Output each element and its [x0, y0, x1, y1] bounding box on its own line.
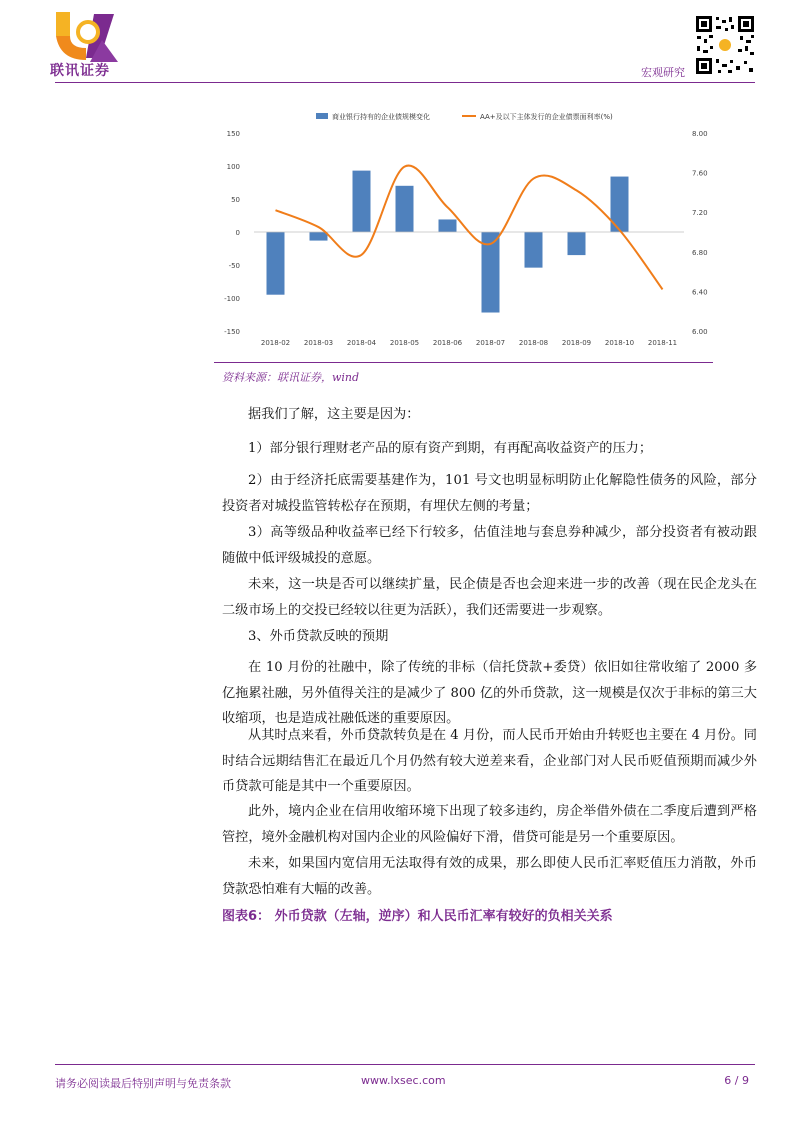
paragraph: 此外，境内企业在信用收缩环境下出现了较多违约，房企举借外债在二季度后遭到严格管控，境外金融机构对国内企业的风险偏好下滑，借贷可能是另一个重要原因。 [222, 804, 757, 845]
bar [525, 232, 543, 268]
footer-url[interactable]: www.lxsec.com [361, 1074, 446, 1087]
paragraph: 在 10 月份的社融中，除了传统的非标（信托贷款+委贷）依旧如往常收缩了 2000 多亿拖累社融，另外值得关注的是减少了 800 亿的外币贷款，这一规模是仅次于非标的第三大收缩项，也是造成社融低迷的重要原因。 [222, 660, 757, 726]
right-tick-label: 7.60 [692, 169, 708, 178]
left-tick-label: 0 [235, 229, 240, 237]
x-tick-label: 2018-04 [346, 339, 377, 347]
section-heading: 3、外币贷款反映的预期 [248, 629, 389, 644]
bar [568, 232, 586, 255]
chart-divider [214, 362, 713, 363]
left-tick-label: -100 [224, 295, 240, 303]
bar [396, 186, 414, 232]
chart-svg [214, 105, 714, 360]
bar [267, 232, 285, 295]
paragraph: 3）高等级品种收益率已经下行较多，估值洼地与套息券种减少，部分投资者有被动跟随做中低评级城投的意愿。 [222, 525, 757, 566]
x-tick-label: 2018-07 [475, 339, 506, 347]
logo-wordmark: 联讯证券 [50, 63, 110, 79]
bond-chart [214, 105, 714, 360]
chart-source: 资料来源：联讯证券，wind [222, 371, 360, 384]
left-tick-label: 150 [226, 130, 240, 138]
legend-bar-swatch [316, 113, 328, 119]
paragraph: 未来，这一块是否可以继续扩量，民企债是否也会迎来进一步的改善（现在民企龙头在二级市场上的交投已经较以往更为活跃），我们还需要进一步观察。 [222, 577, 757, 618]
left-tick-label: -150 [224, 328, 240, 336]
paragraph: 从其时点来看，外币贷款转负是在 4 月份，而人民币开始由升转贬也主要在 4 月份。同时结合远期结售汇在最近几个月仍然有较大逆差来看，企业部门对人民币贬值预期而减少外币贷款可能是其中一个重要原因。 [222, 728, 757, 794]
right-tick-label: 7.20 [692, 209, 708, 218]
footer-divider [55, 1064, 755, 1065]
right-tick-label: 6.40 [692, 288, 708, 297]
left-tick-label: 100 [226, 163, 240, 171]
x-tick-label: 2018-11 [647, 339, 678, 347]
bar [310, 232, 328, 241]
coupon-rate-line [276, 166, 663, 290]
x-tick-label: 2018-02 [260, 339, 291, 347]
left-tick-label: 50 [231, 196, 240, 204]
paragraph: 2）由于经济托底需要基建作为，101 号文也明显标明防止化解隐性债务的风险，部分投资者对城投监管转松存在预期，有埋伏左侧的考量； [222, 473, 757, 514]
bar [439, 219, 457, 232]
right-tick-label: 6.80 [692, 248, 708, 257]
legend-label: AA+及以下主体发行的企业债票面利率(%) [480, 113, 613, 121]
bar [353, 171, 371, 232]
paragraph: 1）部分银行理财老产品的原有资产到期，有再配高收益资产的压力； [248, 441, 653, 456]
x-tick-label: 2018-09 [561, 339, 592, 347]
right-tick-label: 6.00 [692, 328, 708, 336]
x-tick-label: 2018-06 [432, 339, 463, 347]
qr-code-icon [694, 14, 756, 76]
figure-title: 图表6： 外币贷款（左轴，逆序）和人民币汇率有较好的负相关关系 [222, 909, 613, 924]
right-tick-label: 8.00 [692, 130, 708, 138]
left-tick-label: -50 [228, 262, 240, 270]
footer-disclaimer[interactable]: 请务必阅读最后特别声明与免责条款 [55, 1077, 231, 1090]
paragraph: 未来，如果国内宽信用无法取得有效的成果，那么即使人民币汇率贬值压力消散，外币贷款恐怕难有大幅的改善。 [222, 856, 757, 897]
x-tick-label: 2018-05 [389, 339, 420, 347]
paragraph: 据我们了解，这主要是因为： [248, 407, 420, 422]
header-divider [55, 82, 755, 83]
x-tick-label: 2018-03 [303, 339, 334, 347]
x-tick-label: 2018-08 [518, 339, 549, 347]
legend-label: 商业银行持有的企业债规模变化 [332, 113, 430, 121]
x-tick-label: 2018-10 [604, 339, 635, 347]
page-number: 6 / 9 [724, 1074, 749, 1087]
section-label: 宏观研究 [641, 66, 685, 79]
